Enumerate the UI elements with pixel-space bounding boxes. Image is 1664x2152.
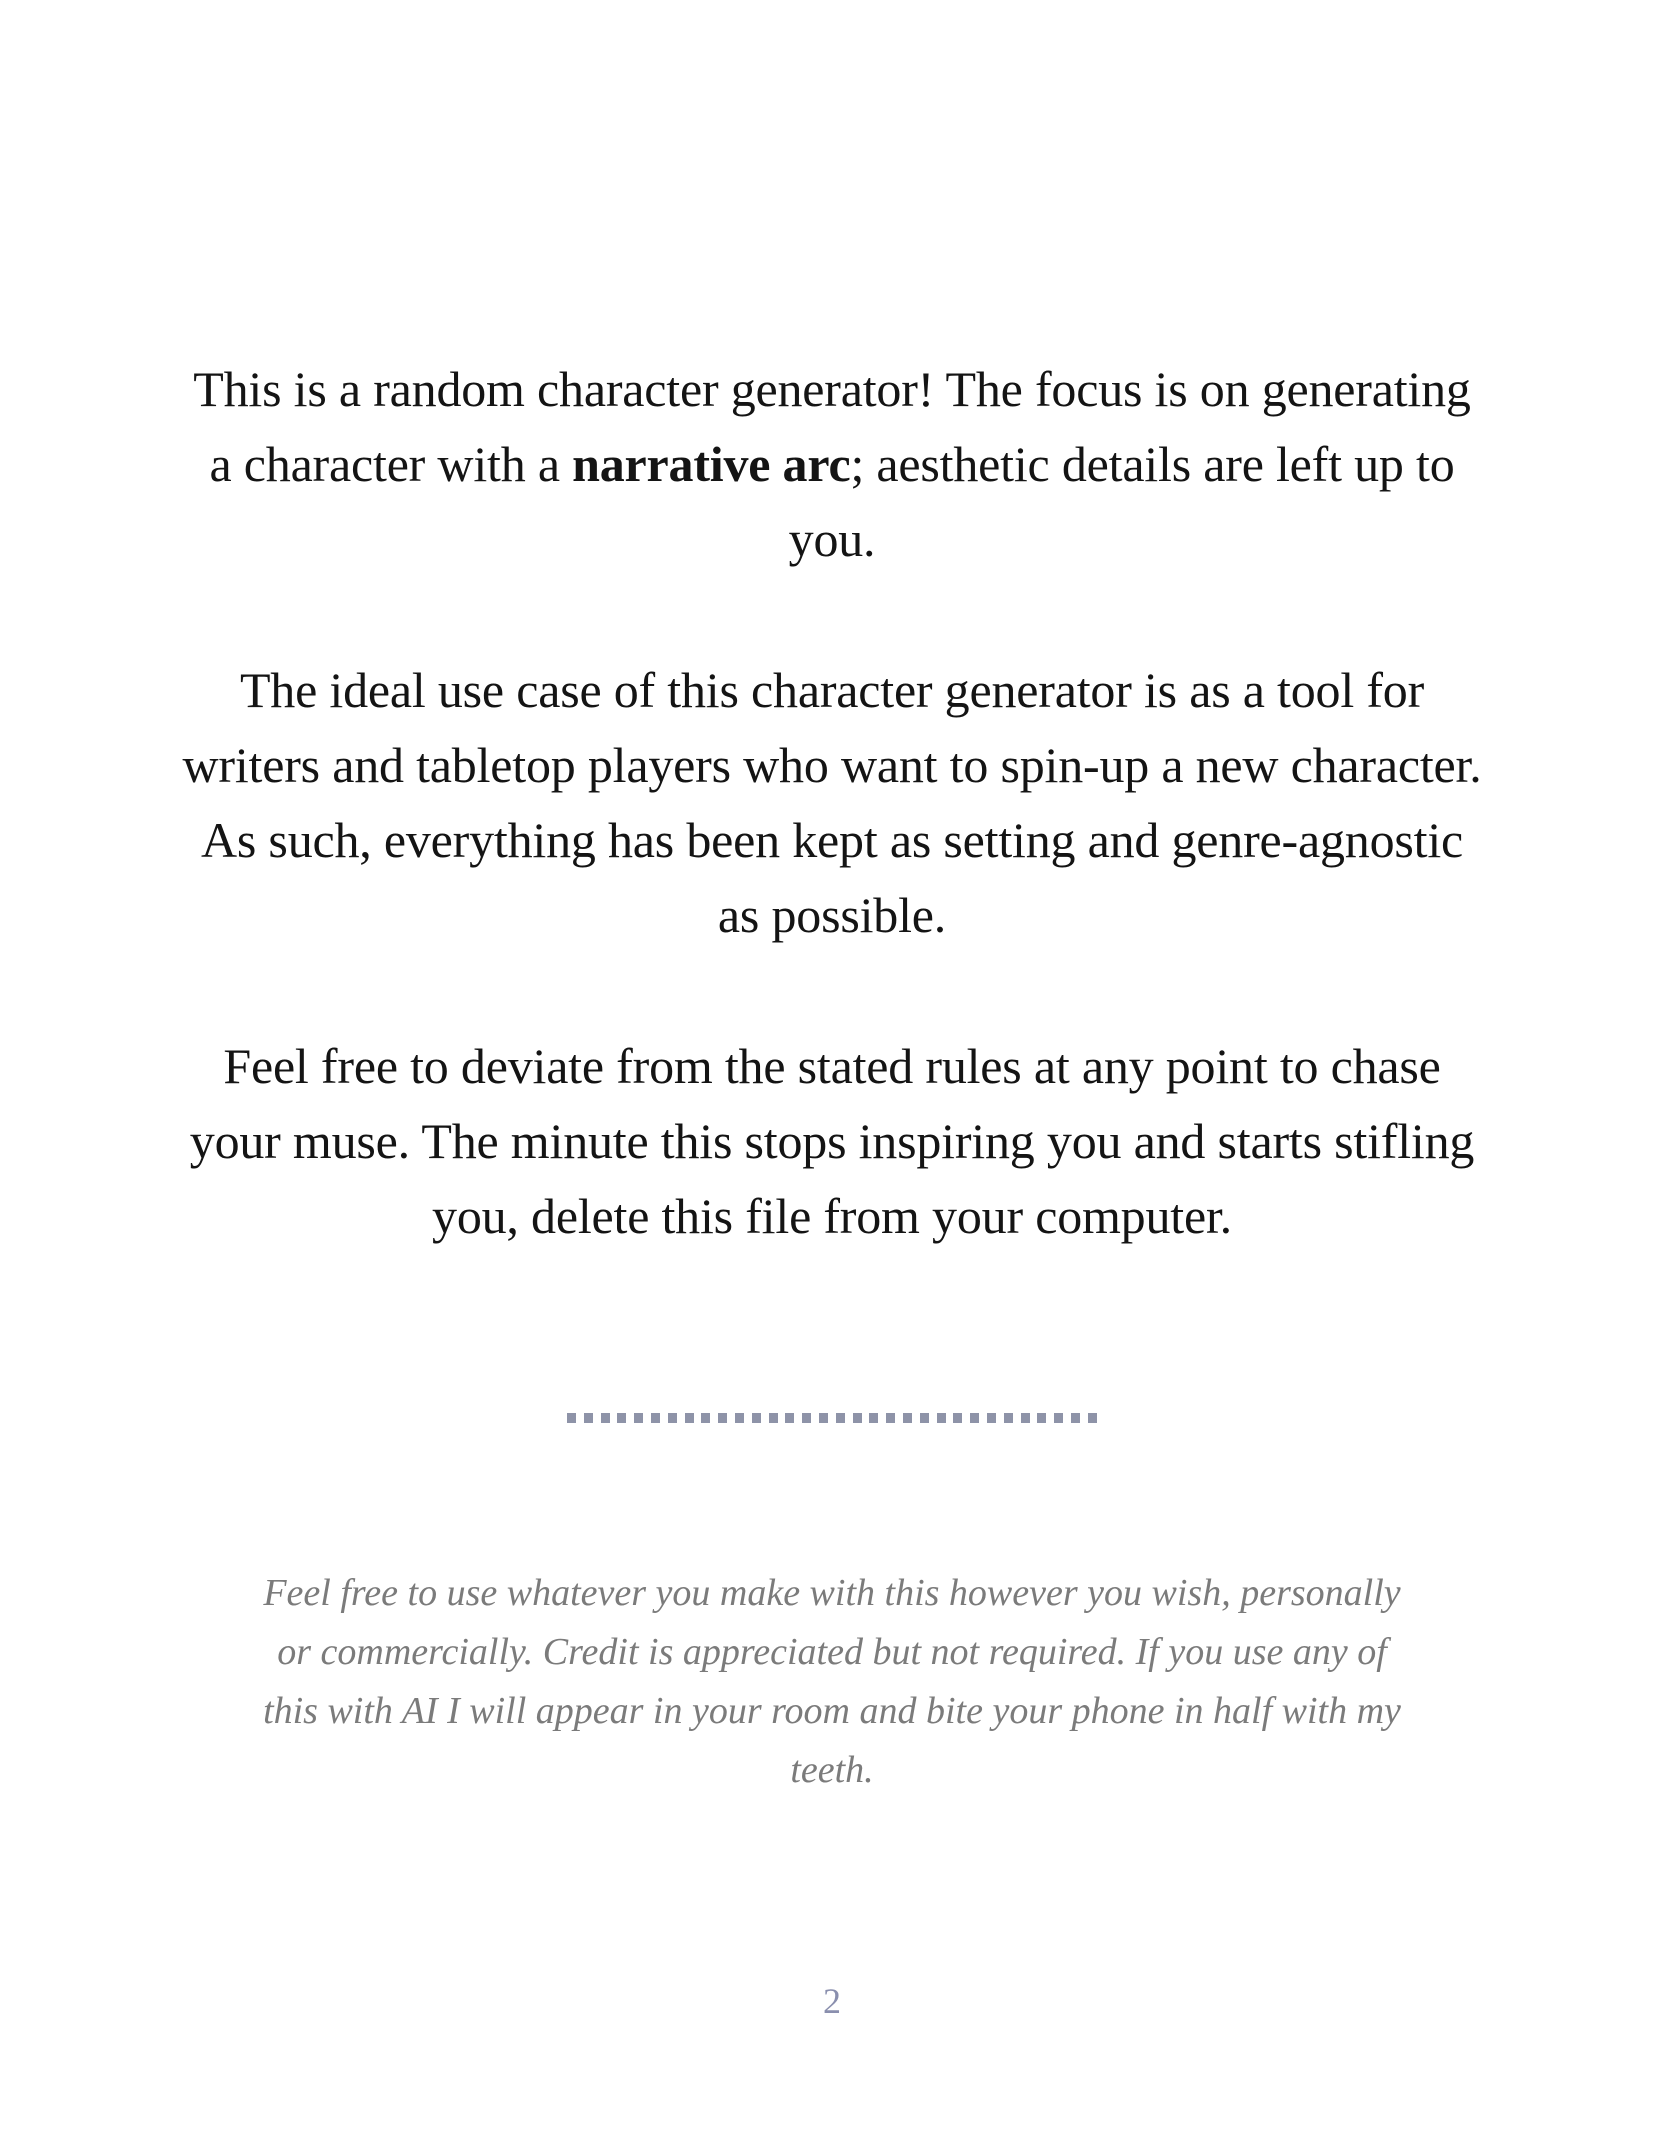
usage-footnote: Feel free to use whatever you make with this however you wish, personally or commercially. Credit is appreciated but not required. If you use any of this with AI I will appear in your room and bite your phone in half with my teeth. — [263, 1572, 1401, 1791]
intro-paragraph-1 — [180, 352, 1484, 577]
page-number: 2 — [823, 1981, 841, 2021]
intro-paragraph-3: Feel free to deviate from the stated rules at any point to chase your muse. The minute this stops inspiring you and starts stifling you, delete this file from your computer. — [189, 1038, 1475, 1244]
intro-p1-tail: ; aesthetic details are left up to you. — [788, 436, 1455, 567]
dotted-divider — [567, 1413, 1097, 1424]
intro-p1-lead: This is a random character generator! The focus is on generating a character with a — [193, 361, 1471, 492]
intro-section — [180, 352, 1484, 1330]
intro-paragraph-2: The ideal use case of this character generator is as a tool for writers and tabletop players who want to spin-up a new character. As such, everything has been kept as setting and genre-agnostic as possible. — [182, 662, 1482, 943]
intro-p1-emphasis: narrative arc — [572, 436, 851, 492]
